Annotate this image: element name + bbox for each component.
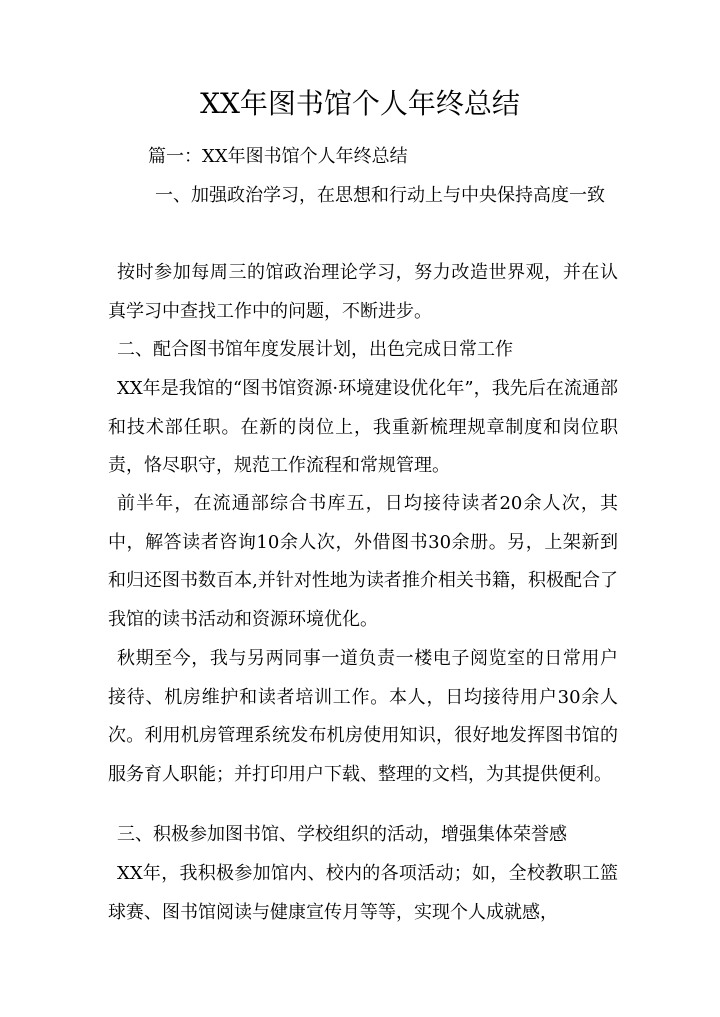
body-paragraph: 按时参加每周三的馆政治理论学习，努力改造世界观，并在认真学习中查找工作中的问题，不断进步。: [108, 262, 618, 322]
body-paragraph: XX年，我积极参加馆内、校内的各项活动；如，全校教职工篮球赛、图书馆阅读与健康宣传月等等，实现个人成就感，: [108, 863, 618, 923]
body-paragraph: 秋期至今，我与另两同事一道负责一楼电子阅览室的日常用户接待、机房维护和读者培训工作。本人，日均接待用户30余人次。利用机房管理系统发布机房使用知识，很好地发挥图书馆的服务育人职能；并打印用户下载、整理的文档，为其提供便利。: [108, 648, 618, 785]
document-title: XX年图书馆个人年终总结: [200, 87, 520, 120]
section-heading-2: 二、配合图书馆年度发展计划，出色完成日常工作: [117, 339, 513, 360]
body-paragraph: XX年是我馆的“图书馆资源·环境建设优化年”，我先后在流通部和技术部任职。在新的岗位上，我重新梳理规章制度和岗位职责，恪尽职守，规范工作流程和常规管理。: [108, 378, 618, 477]
section-heading-3: 三、积极参加图书馆、学校组织的活动，增强集体荣誉感: [117, 824, 567, 845]
section-heading-1: 一、加强政治学习，在思想和行动上与中央保持高度一致: [155, 185, 605, 206]
heading-part-one: 篇一：XX年图书馆个人年终总结: [148, 146, 408, 167]
body-paragraph: 前半年，在流通部综合书库五，日均接待读者20余人次，其中，解答读者咨询10余人次，外借图书30余册。另，上架新到和归还图书数百本,并针对性地为读者推介相关书籍，积极配合了我馆的读书活动和资源环境优化。: [108, 493, 618, 630]
